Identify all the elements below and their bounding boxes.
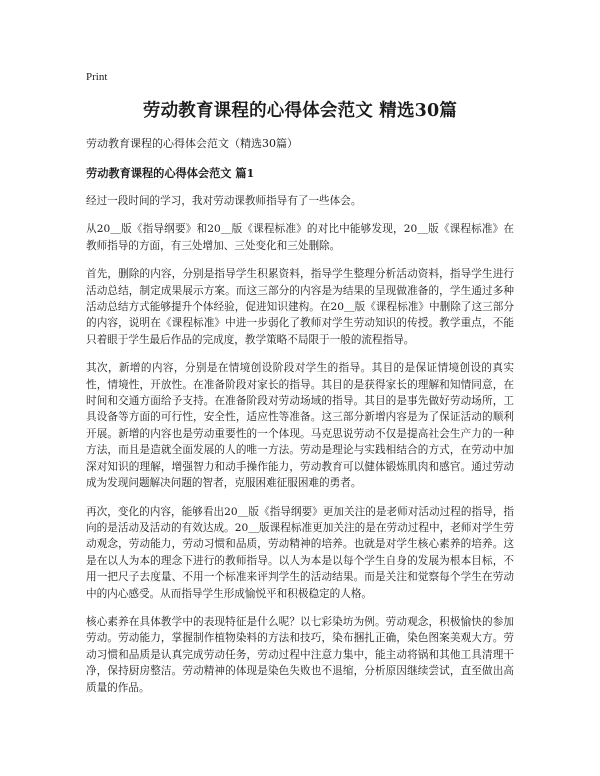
paragraph-core-literacy: 核心素养在具体教学中的表现特征是什么呢？以七彩染坊为例。劳动观念，积极愉快的参加劳动。劳动能力，掌握制作植物染料的方法和技巧，染布捆扎正确，染色图案美观大方。劳动习惯和品质是认真完成劳动任务，劳动过程中注意力集中，能主动将锅和其他工具清理干净，保持厨房整洁。劳动精神的体现是染色失败也不退缩，分析原因继续尝试，直至做出高质量的作品。	[86, 615, 514, 694]
document-page	[86, 70, 514, 708]
paragraph-deletions: 首先，删除的内容，分别是指导学生积累资料，指导学生整理分析活动资料，指导学生进行活动总结，制定成果展示方案。而这三部分的内容是为结果的呈现做准备的，学生通过多种活动总结方式能够提升个体经验，促进知识建构。在20＿版《课程标准》中删除了这三部分的内容，说明在《课程标准》中进一步弱化了教师对学生劳动知识的传授。教学重点，不能只着眼于学生最后作品的完成度，教学策略不局限于一般的流程指导。	[86, 268, 514, 346]
paragraph-comparison: 从20＿版《指导纲要》和20＿版《课程标准》的对比中能够发现，20＿版《课程标准》在教师指导的方面，有三处增加、三处变化和三处删除。	[86, 223, 514, 252]
document-title: 劳动教育课程的心得体会范文 精选30篇	[142, 101, 458, 121]
document-subtitle: 劳动教育课程的心得体会范文（精选30篇）	[86, 137, 298, 150]
paragraph-additions: 其次，新增的内容，分别是在情境创设阶段对学生的指导。其目的是保证情境创设的真实性，情境性，开放性。在准备阶段对家长的指导。其目的是获得家长的理解和知情同意，在时间和交通方面给予支持。在准备阶段对劳动场域的指导。其目的是事先做好劳动场所，工具设备等方面的可行性，安全性，适应性等准备。这三部分新增内容是为了保证活动的顺利开展。新增的内容也是劳动重要性的一个体现。马克思说劳动不仅是提高社会生产力的一种方法，而且是造就全面发展的人的唯一方法。劳动是理论与实践相结合的方式，在劳动中加深对知识的理解，增强智力和动手操作能力，劳动教育可以健体锻炼肌肉和感官。通过劳动成为发现问题解决问题的智者，克服困难征服困难的勇者。	[86, 362, 514, 490]
section-heading: 劳动教育课程的心得体会范文 篇1	[86, 166, 255, 180]
paragraph-changes: 再次，变化的内容，能够看出20＿版《指导纲要》更加关注的是老师对活动过程的指导，指向的是活动及活动的有效达成。20＿版课程标准更加关注的是在劳动过程中，老师对学生劳动观念，劳动能力，劳动习惯和品质，劳动精神的培养。也就是对学生核心素养的培养。这是在以人为本的理念下进行的教师指导。以人为本是以每个学生自身的发展为根本目标，不用一把尺子去度量、不用一个标准来评判学生的活动结果。而是关注和觉察每个学生在劳动中的内心感受。从而指导学生形成愉悦平和积极稳定的人格。	[86, 505, 514, 600]
paragraph-intro: 经过一段时间的学习，我对劳动课教师指导有了一些体会。	[86, 195, 362, 207]
print-label: Print	[86, 71, 108, 83]
